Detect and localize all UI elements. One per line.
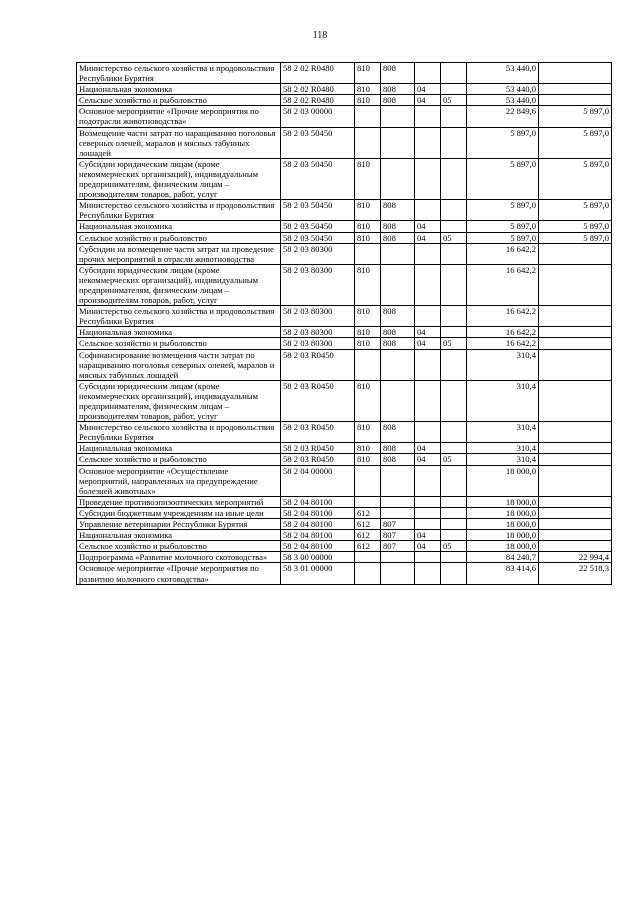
section-code-cell — [381, 552, 415, 563]
amount-1-cell: 53 440,0 — [467, 84, 539, 95]
ministry-code-cell — [355, 563, 381, 584]
subsection-code-cell: 04 — [415, 221, 441, 232]
expense-type-cell — [441, 127, 467, 158]
amount-1-cell: 310,4 — [467, 422, 539, 443]
expense-type-cell — [441, 200, 467, 221]
target-code-cell: 58 2 04 80100 — [281, 530, 355, 541]
subsection-code-cell — [415, 200, 441, 221]
amount-2-cell — [539, 84, 612, 95]
expense-type-cell — [441, 349, 467, 380]
expense-type-cell: 05 — [441, 454, 467, 465]
row-name-cell: Национальная экономика — [77, 221, 281, 232]
table-row — [77, 95, 612, 106]
table-row — [77, 465, 612, 496]
target-code-cell: 58 2 02 R0480 — [281, 84, 355, 95]
row-name-cell: Национальная экономика — [77, 530, 281, 541]
amount-2-cell — [539, 465, 612, 496]
target-code-cell: 58 2 02 R0480 — [281, 63, 355, 84]
target-code-cell: 58 2 03 80300 — [281, 327, 355, 338]
ministry-code-cell: 612 — [355, 530, 381, 541]
row-name-cell: Софинансирование возмещения части затрат по наращиванию поголовья северных оленей, маралов и мясных табунных лошадей — [77, 349, 281, 380]
section-code-cell: 808 — [381, 95, 415, 106]
amount-1-cell: 18 000,0 — [467, 519, 539, 530]
expense-type-cell: 05 — [441, 338, 467, 349]
row-name-cell: Управление ветеринарии Республики Бурятия — [77, 519, 281, 530]
target-code-cell: 58 2 03 R0450 — [281, 454, 355, 465]
amount-2-cell — [539, 519, 612, 530]
table-row — [77, 158, 612, 199]
subsection-code-cell: 04 — [415, 530, 441, 541]
subsection-code-cell: 04 — [415, 327, 441, 338]
amount-1-cell: 5 897,0 — [467, 158, 539, 199]
expense-type-cell — [441, 443, 467, 454]
row-name-cell: Основное мероприятие «Прочие мероприятия по подотрасли животноводства» — [77, 106, 281, 127]
amount-2-cell — [539, 443, 612, 454]
section-code-cell: 808 — [381, 84, 415, 95]
section-code-cell — [381, 507, 415, 518]
ministry-code-cell — [355, 552, 381, 563]
ministry-code-cell: 810 — [355, 63, 381, 84]
amount-1-cell: 84 240,7 — [467, 552, 539, 563]
ministry-code-cell: 810 — [355, 443, 381, 454]
table-row — [77, 454, 612, 465]
amount-2-cell — [539, 338, 612, 349]
target-code-cell: 58 2 03 80300 — [281, 264, 355, 305]
row-name-cell: Субсидии бюджетным учреждениям на иные цели — [77, 507, 281, 518]
row-name-cell: Сельское хозяйство и рыболовство — [77, 95, 281, 106]
amount-1-cell: 18 000,0 — [467, 541, 539, 552]
section-code-cell — [381, 349, 415, 380]
amount-2-cell — [539, 541, 612, 552]
subsection-code-cell: 04 — [415, 454, 441, 465]
row-name-cell: Подпрограмма «Развитие молочного скотоводства» — [77, 552, 281, 563]
amount-2-cell — [539, 507, 612, 518]
expense-type-cell — [441, 158, 467, 199]
amount-2-cell — [539, 306, 612, 327]
subsection-code-cell: 04 — [415, 443, 441, 454]
amount-1-cell: 53 440,0 — [467, 95, 539, 106]
table-row — [77, 507, 612, 518]
table-row — [77, 380, 612, 421]
subsection-code-cell — [415, 507, 441, 518]
expense-type-cell — [441, 221, 467, 232]
table-row — [77, 84, 612, 95]
table-row — [77, 221, 612, 232]
expense-type-cell: 05 — [441, 95, 467, 106]
table-row — [77, 200, 612, 221]
amount-1-cell: 16 642,2 — [467, 338, 539, 349]
target-code-cell: 58 2 03 R0450 — [281, 443, 355, 454]
table-row — [77, 552, 612, 563]
target-code-cell: 58 2 03 00000 — [281, 106, 355, 127]
amount-1-cell: 83 414,6 — [467, 563, 539, 584]
amount-2-cell — [539, 264, 612, 305]
ministry-code-cell: 612 — [355, 519, 381, 530]
ministry-code-cell: 810 — [355, 158, 381, 199]
section-code-cell: 808 — [381, 443, 415, 454]
amount-1-cell: 16 642,2 — [467, 264, 539, 305]
subsection-code-cell: 04 — [415, 95, 441, 106]
amount-2-cell: 5 897,0 — [539, 221, 612, 232]
section-code-cell — [381, 496, 415, 507]
row-name-cell: Министерство сельского хозяйства и продовольствия Республики Бурятия — [77, 422, 281, 443]
row-name-cell: Возмещение части затрат по наращиванию поголовья северных оленей, маралов и мясных табунных лошадей — [77, 127, 281, 158]
ministry-code-cell: 810 — [355, 84, 381, 95]
target-code-cell: 58 2 03 50450 — [281, 127, 355, 158]
row-name-cell: Субсидии юридическим лицам (кроме некоммерческих организаций), индивидуальным предпринимателям, физическим лицам – производителям товаров, работ, услуг — [77, 380, 281, 421]
table-row — [77, 349, 612, 380]
target-code-cell: 58 2 03 R0450 — [281, 422, 355, 443]
ministry-code-cell: 612 — [355, 541, 381, 552]
amount-2-cell: 22 518,3 — [539, 563, 612, 584]
section-code-cell — [381, 158, 415, 199]
amount-1-cell: 5 897,0 — [467, 127, 539, 158]
ministry-code-cell: 810 — [355, 264, 381, 305]
table-row — [77, 563, 612, 584]
row-name-cell: Субсидии юридическим лицам (кроме некоммерческих организаций), индивидуальным предпринимателям, физическим лицам – производителям товаров, работ, услуг — [77, 158, 281, 199]
amount-2-cell — [539, 243, 612, 264]
section-code-cell — [381, 380, 415, 421]
target-code-cell: 58 2 04 80100 — [281, 541, 355, 552]
section-code-cell: 808 — [381, 232, 415, 243]
subsection-code-cell: 04 — [415, 541, 441, 552]
table-row — [77, 63, 612, 84]
section-code-cell — [381, 465, 415, 496]
amount-2-cell — [539, 454, 612, 465]
target-code-cell: 58 2 03 80300 — [281, 306, 355, 327]
section-code-cell: 808 — [381, 454, 415, 465]
ministry-code-cell: 612 — [355, 507, 381, 518]
target-code-cell: 58 2 03 50450 — [281, 221, 355, 232]
section-code-cell: 808 — [381, 63, 415, 84]
ministry-code-cell: 810 — [355, 306, 381, 327]
amount-2-cell — [539, 327, 612, 338]
amount-1-cell: 310,4 — [467, 443, 539, 454]
expense-type-cell — [441, 530, 467, 541]
ministry-code-cell: 810 — [355, 232, 381, 243]
row-name-cell: Субсидии на возмещение части затрат на проведение прочих мероприятий в отрасли животноводства — [77, 243, 281, 264]
subsection-code-cell — [415, 158, 441, 199]
section-code-cell: 808 — [381, 306, 415, 327]
section-code-cell — [381, 264, 415, 305]
table-row — [77, 443, 612, 454]
row-name-cell: Проведение противоэпизоотических мероприятий — [77, 496, 281, 507]
subsection-code-cell — [415, 264, 441, 305]
expense-type-cell — [441, 327, 467, 338]
section-code-cell — [381, 563, 415, 584]
amount-1-cell: 16 642,2 — [467, 327, 539, 338]
target-code-cell: 58 2 03 R0450 — [281, 380, 355, 421]
section-code-cell: 807 — [381, 541, 415, 552]
row-name-cell: Основное мероприятие «Осуществление мероприятий, направленных на предупреждение болезней животных» — [77, 465, 281, 496]
row-name-cell: Министерство сельского хозяйства и продовольствия Республики Бурятия — [77, 63, 281, 84]
subsection-code-cell — [415, 349, 441, 380]
section-code-cell: 808 — [381, 200, 415, 221]
amount-2-cell — [539, 380, 612, 421]
expense-type-cell: 05 — [441, 232, 467, 243]
table-row — [77, 127, 612, 158]
row-name-cell: Национальная экономика — [77, 443, 281, 454]
subsection-code-cell — [415, 127, 441, 158]
ministry-code-cell: 810 — [355, 221, 381, 232]
table-row — [77, 530, 612, 541]
table-row — [77, 264, 612, 305]
ministry-code-cell: 810 — [355, 380, 381, 421]
expense-type-cell — [441, 465, 467, 496]
amount-1-cell: 16 642,2 — [467, 243, 539, 264]
table-row — [77, 106, 612, 127]
target-code-cell: 58 2 03 50450 — [281, 200, 355, 221]
expense-type-cell: 05 — [441, 541, 467, 552]
ministry-code-cell — [355, 106, 381, 127]
amount-2-cell — [539, 530, 612, 541]
ministry-code-cell — [355, 465, 381, 496]
section-code-cell: 808 — [381, 338, 415, 349]
target-code-cell: 58 3 01 00000 — [281, 563, 355, 584]
ministry-code-cell: 810 — [355, 327, 381, 338]
section-code-cell: 808 — [381, 327, 415, 338]
row-name-cell: Национальная экономика — [77, 84, 281, 95]
amount-1-cell: 53 440,0 — [467, 63, 539, 84]
amount-1-cell: 16 642,2 — [467, 306, 539, 327]
section-code-cell — [381, 127, 415, 158]
expense-type-cell — [441, 496, 467, 507]
amount-2-cell: 5 897,0 — [539, 127, 612, 158]
table-row — [77, 541, 612, 552]
section-code-cell — [381, 243, 415, 264]
ministry-code-cell: 810 — [355, 422, 381, 443]
target-code-cell: 58 2 03 80300 — [281, 338, 355, 349]
amount-2-cell — [539, 496, 612, 507]
ministry-code-cell: 810 — [355, 454, 381, 465]
subsection-code-cell — [415, 63, 441, 84]
subsection-code-cell — [415, 306, 441, 327]
expense-type-cell — [441, 264, 467, 305]
ministry-code-cell: 810 — [355, 95, 381, 106]
table-row — [77, 232, 612, 243]
section-code-cell: 808 — [381, 221, 415, 232]
ministry-code-cell — [355, 349, 381, 380]
subsection-code-cell: 04 — [415, 232, 441, 243]
budget-table — [76, 62, 612, 585]
row-name-cell: Национальная экономика — [77, 327, 281, 338]
target-code-cell: 58 2 03 50450 — [281, 158, 355, 199]
expense-type-cell — [441, 84, 467, 95]
subsection-code-cell — [415, 552, 441, 563]
table-row — [77, 243, 612, 264]
amount-2-cell: 5 897,0 — [539, 158, 612, 199]
section-code-cell: 807 — [381, 519, 415, 530]
table-row — [77, 422, 612, 443]
amount-1-cell: 18 000,0 — [467, 530, 539, 541]
subsection-code-cell — [415, 243, 441, 264]
table-row — [77, 496, 612, 507]
target-code-cell: 58 2 04 80100 — [281, 519, 355, 530]
amount-2-cell: 22 994,4 — [539, 552, 612, 563]
row-name-cell: Субсидии юридическим лицам (кроме некоммерческих организаций), индивидуальным предпринимателям, физическим лицам – производителям товаров, работ, услуг — [77, 264, 281, 305]
section-code-cell — [381, 106, 415, 127]
budget-table-body — [77, 63, 612, 585]
row-name-cell: Министерство сельского хозяйства и продовольствия Республики Бурятия — [77, 306, 281, 327]
subsection-code-cell — [415, 496, 441, 507]
ministry-code-cell — [355, 496, 381, 507]
target-code-cell: 58 2 04 80100 — [281, 507, 355, 518]
target-code-cell: 58 2 02 R0480 — [281, 95, 355, 106]
target-code-cell: 58 2 03 50450 — [281, 232, 355, 243]
expense-type-cell — [441, 519, 467, 530]
row-name-cell: Сельское хозяйство и рыболовство — [77, 338, 281, 349]
expense-type-cell — [441, 552, 467, 563]
amount-1-cell: 18 000,0 — [467, 465, 539, 496]
table-row — [77, 327, 612, 338]
amount-1-cell: 5 897,0 — [467, 200, 539, 221]
expense-type-cell — [441, 106, 467, 127]
amount-1-cell: 18 000,0 — [467, 507, 539, 518]
section-code-cell: 808 — [381, 422, 415, 443]
ministry-code-cell — [355, 127, 381, 158]
expense-type-cell — [441, 243, 467, 264]
amount-2-cell: 5 897,0 — [539, 106, 612, 127]
ministry-code-cell — [355, 243, 381, 264]
expense-type-cell — [441, 422, 467, 443]
amount-2-cell — [539, 95, 612, 106]
row-name-cell: Сельское хозяйство и рыболовство — [77, 454, 281, 465]
amount-2-cell — [539, 349, 612, 380]
target-code-cell: 58 2 04 80100 — [281, 496, 355, 507]
table-row — [77, 519, 612, 530]
row-name-cell: Министерство сельского хозяйства и продовольствия Республики Бурятия — [77, 200, 281, 221]
amount-1-cell: 18 000,0 — [467, 496, 539, 507]
subsection-code-cell — [415, 519, 441, 530]
target-code-cell: 58 2 04 00000 — [281, 465, 355, 496]
subsection-code-cell — [415, 465, 441, 496]
page-number: 118 — [312, 30, 328, 41]
row-name-cell: Сельское хозяйство и рыболовство — [77, 541, 281, 552]
expense-type-cell — [441, 563, 467, 584]
ministry-code-cell: 810 — [355, 200, 381, 221]
amount-1-cell: 5 897,0 — [467, 221, 539, 232]
target-code-cell: 58 2 03 R0450 — [281, 349, 355, 380]
target-code-cell: 58 2 03 80300 — [281, 243, 355, 264]
subsection-code-cell — [415, 380, 441, 421]
amount-1-cell: 22 849,6 — [467, 106, 539, 127]
table-row — [77, 306, 612, 327]
ministry-code-cell: 810 — [355, 338, 381, 349]
expense-type-cell — [441, 380, 467, 421]
amount-2-cell — [539, 422, 612, 443]
subsection-code-cell: 04 — [415, 338, 441, 349]
target-code-cell: 58 3 00 00000 — [281, 552, 355, 563]
subsection-code-cell — [415, 563, 441, 584]
amount-2-cell: 5 897,0 — [539, 232, 612, 243]
amount-1-cell: 310,4 — [467, 454, 539, 465]
row-name-cell: Основное мероприятие «Прочие мероприятия по развитию молочного скотоводства» — [77, 563, 281, 584]
amount-1-cell: 310,4 — [467, 380, 539, 421]
amount-2-cell: 5 897,0 — [539, 200, 612, 221]
subsection-code-cell — [415, 422, 441, 443]
subsection-code-cell: 04 — [415, 84, 441, 95]
subsection-code-cell — [415, 106, 441, 127]
amount-1-cell: 5 897,0 — [467, 232, 539, 243]
row-name-cell: Сельское хозяйство и рыболовство — [77, 232, 281, 243]
section-code-cell: 807 — [381, 530, 415, 541]
expense-type-cell — [441, 63, 467, 84]
amount-2-cell — [539, 63, 612, 84]
expense-type-cell — [441, 306, 467, 327]
expense-type-cell — [441, 507, 467, 518]
amount-1-cell: 310,4 — [467, 349, 539, 380]
table-row — [77, 338, 612, 349]
